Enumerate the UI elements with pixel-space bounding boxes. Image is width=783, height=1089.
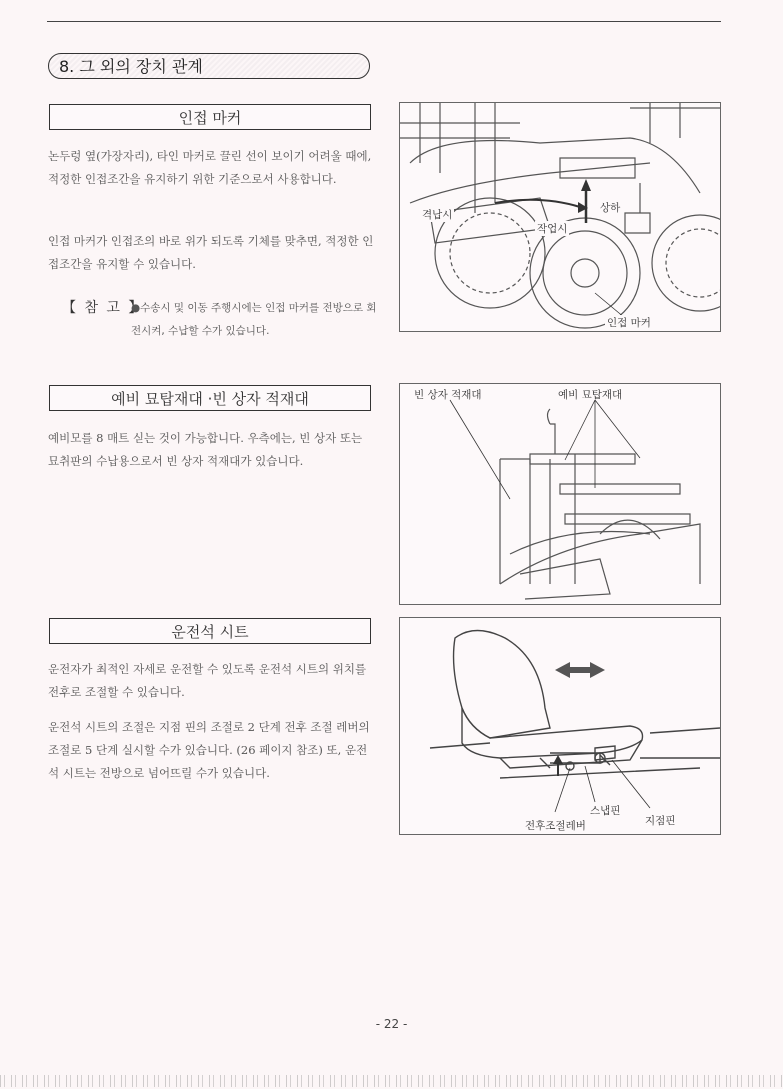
chapter-title: 8. 그 외의 장치 관계	[48, 53, 370, 79]
figure-adjacent-marker	[399, 102, 721, 332]
label-working: 작업시	[537, 223, 568, 235]
label-spare-seedling-rack: 예비 묘탑재대	[558, 389, 623, 401]
illustration-driver-seat	[400, 618, 720, 834]
illustration-spare-seedling-rack	[400, 384, 720, 604]
label-pivot-pin: 지점핀	[645, 815, 676, 827]
section-title-adjacent-marker: 인접 마커	[49, 104, 371, 130]
scan-artifact-strip	[0, 1075, 783, 1087]
paragraph-adjacent-marker-1: 논두렁 옆(가장자리), 타인 마커로 끌린 선이 보이기 어려울 때에, 적정한 인접조간을 유지하기 위한 기준으로서 사용합니다.	[48, 149, 372, 186]
section-title-spare-seedling-rack: 예비 묘탑재대 ·빈 상자 적재대	[49, 385, 371, 411]
figure-spare-seedling-rack	[399, 383, 721, 605]
paragraph-driver-seat-2: 운전석 시트의 조절은 지점 핀의 조절로 2 단계 전후 조절 레버의 조절로 5 단계 실시할 수가 있습니다. (26 페이지 참조) 또, 운전석 시트는 전방으로 넘어뜨릴 수가 있습니다.	[48, 720, 370, 780]
note-text: ●수송시 및 이동 주행시에는 인접 마커를 전방으로 회전시켜, 수납할 수가 있습니다.	[131, 302, 377, 337]
top-rule	[47, 21, 721, 22]
paragraph-spare-seedling-rack: 예비모를 8 매트 싣는 것이 가능합니다. 우측에는, 빈 상자 또는 묘취판의 수납용으로서 빈 상자 적재대가 있습니다.	[48, 431, 363, 468]
label-snap-pin: 스냅핀	[590, 805, 621, 817]
label-fore-aft-lever: 전후조절레버	[525, 820, 586, 832]
page-number: - 22 -	[375, 1017, 408, 1031]
figure-driver-seat	[399, 617, 721, 835]
paragraph-driver-seat-1: 운전자가 최적인 자세로 운전할 수 있도록 운전석 시트의 위치를 전후로 조절할 수 있습니다.	[48, 662, 367, 699]
label-up-down: 상하	[600, 202, 621, 214]
note-label: 【 참 고 】	[62, 300, 145, 316]
label-adjacent-marker: 인접 마커	[607, 317, 651, 329]
label-empty-box-rack: 빈 상자 적재대	[414, 389, 482, 401]
section-title-driver-seat: 운전석 시트	[49, 618, 371, 644]
label-storage: 격납시	[422, 209, 453, 221]
paragraph-adjacent-marker-2: 인접 마커가 인접조의 바로 위가 되도록 기체를 맞추면, 적정한 인접조간을 유지할 수 있습니다.	[48, 234, 374, 271]
